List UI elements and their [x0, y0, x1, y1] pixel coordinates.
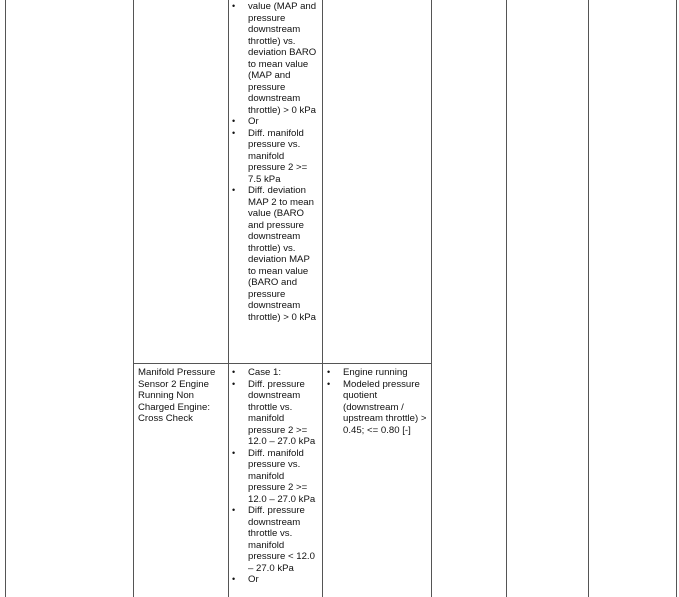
- list-item: • Diff. deviation MAP 2 to mean value (BARO and pressure downstream throttle) vs. deviation MAP to mean value (BARO and pressure downstream throttle) > 0 kPa: [232, 185, 320, 323]
- monitor-name: Manifold Pressure Sensor 2 Engine Running Non Charged Engine: Cross Check: [138, 367, 216, 424]
- list-item: • Engine running: [327, 367, 429, 379]
- enable-conditions-cell: [327, 367, 429, 436]
- table-border-col3: [322, 0, 323, 597]
- list-item: • Case 1:: [232, 367, 320, 379]
- table-border-left: [5, 0, 6, 597]
- malfunction-criteria-list: [232, 367, 320, 586]
- upper-criteria-list: [232, 1, 320, 323]
- list-item: • Or: [232, 116, 320, 128]
- list-item: • Diff. manifold pressure vs. manifold pressure 2 >= 12.0 – 27.0 kPa: [232, 448, 320, 506]
- list-item: • Diff. pressure downstream throttle vs. manifold pressure < 12.0 – 27.0 kPa: [232, 505, 320, 574]
- upper-criteria-cell: [232, 1, 320, 323]
- monitor-name-cell: [138, 367, 226, 425]
- table-border-col4: [431, 0, 432, 597]
- enable-conditions-list: [327, 367, 429, 436]
- list-item: • Or: [232, 574, 320, 586]
- list-item: • Diff. manifold pressure vs. manifold pressure 2 >= 7.5 kPa: [232, 128, 320, 186]
- list-item: • Diff. pressure downstream throttle vs. manifold pressure 2 >= 12.0 – 27.0 kPa: [232, 379, 320, 448]
- table-border-col5: [506, 0, 507, 597]
- table-border-col1: [133, 0, 134, 597]
- malfunction-criteria-cell: [232, 367, 320, 586]
- table-border-col2: [228, 0, 229, 597]
- table-border-col6: [588, 0, 589, 597]
- list-item: • value (MAP and pressure downstream throttle) vs. deviation BARO to mean value (MAP and pressure downstream throttle) > 0 kPa: [232, 1, 320, 116]
- row-divider: [133, 363, 431, 364]
- list-item: • Modeled pressure quotient (downstream / upstream throttle) > 0.45; <= 0.80 [-]: [327, 379, 429, 437]
- table-border-right: [676, 0, 677, 597]
